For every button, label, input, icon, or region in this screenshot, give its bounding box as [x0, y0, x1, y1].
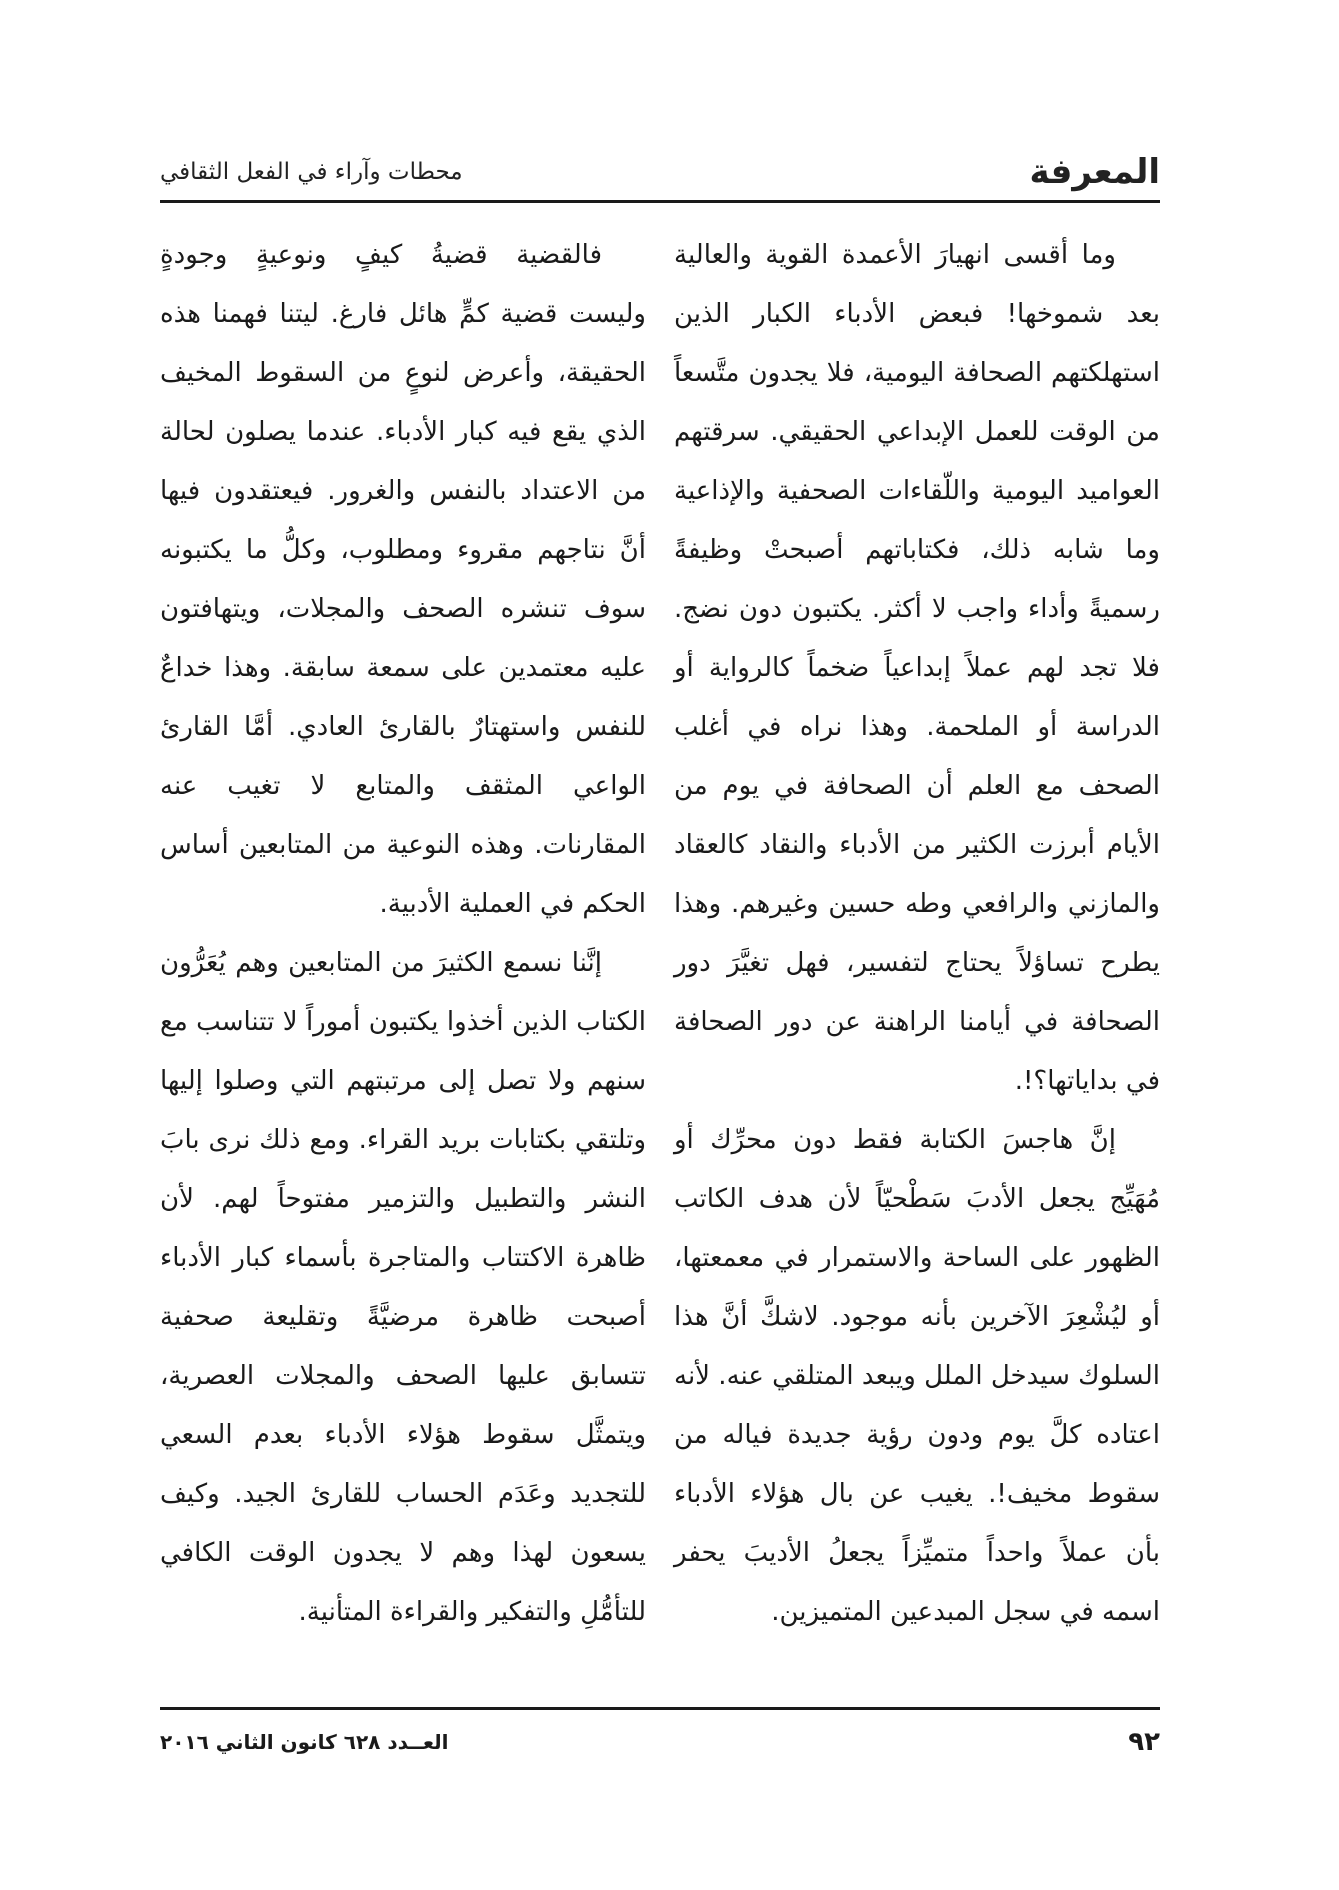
issue-line: العــدد ٦٢٨ كانون الثاني ٢٠١٦ — [160, 1730, 449, 1754]
text-column-right — [674, 226, 1160, 1696]
paragraph: فالقضية قضيةُ كيفٍ ونوعيةٍ وجودةٍ وليست قضية كمٍّ هائل فارغ. ليتنا فهمنا هذه الحقيقة، وأعرض لنوعٍ من السقوط المخيف الذي يقع فيه كبار الأدباء. عندما يصلون لحالة من الاعتداد بالنفس والغرور. فيعتقدون فيها أنَّ نتاجهم مقروء ومطلوب، وكلُّ ما يكتبونه سوف تنشره الصحف والمجلات، ويتهافتون عليه معتمدين على سمعة سابقة. وهذا خداعٌ للنفس واستهتارٌ بالقارئ العادي. أمَّا القارئ الواعي المثقف والمتابع لا تغيب عنه المقارنات. وهذه النوعية من المتابعين أساس الحكم في العملية الأدبية. — [160, 240, 646, 919]
paragraph: إنَّ هاجسَ الكتابة فقط دون محرِّك أو مُهَيِّج يجعل الأدبَ سَطْحيّاً لأن هدف الكاتب الظهور على الساحة والاستمرار في معمعتها، أو ليُشْعِرَ الآخرين بأنه موجود. لاشكَّ أنَّ هذا السلوك سيدخل الملل ويبعد المتلقي عنه. لأنه اعتاده كلَّ يوم ودون رؤية جديدة فياله من سقوط مخيف!. يغيب عن بال هؤلاء الأدباء بأن عملاً واحداً متميِّزاً يجعلُ الأديبَ يحفر اسمه في سجل المبدعين المتميزين. — [674, 1125, 1160, 1627]
page-header — [160, 152, 1160, 192]
paragraph: إنَّنا نسمع الكثيرَ من المتابعين وهم يُعَرُّون الكتاب الذين أخذوا يكتبون أموراً لا تتناسب مع سنهم ولا تصل إلى مرتبتهم التي وصلوا إليها وتلتقي بكتابات بريد القراء. ومع ذلك نرى بابَ النشر والتطبيل والتزمير مفتوحاً لهم. لأن ظاهرة الاكتتاب والمتاجرة بأسماء كبار الأدباء أصبحت ظاهرة مرضيَّةً وتقليعة صحفية تتسابق عليها الصحف والمجلات العصرية، ويتمثَّل سقوط هؤلاء الأدباء بعدم السعي للتجديد وعَدَم الحساب للقارئ الجيد. وكيف يسعون لهذا وهم لا يجدون الوقت الكافي للتأمُّلِ والتفكير والقراءة المتأنية. — [160, 948, 646, 1627]
footer-rule — [160, 1707, 1160, 1710]
page-number: ٩٢ — [1128, 1727, 1160, 1757]
header-rule — [160, 200, 1160, 203]
magazine-name: المعرفة — [1029, 152, 1160, 192]
text-column-left — [160, 226, 646, 1696]
paragraph: وما أقسى انهيارَ الأعمدة القوية والعالية بعد شموخها! فبعض الأدباء الكبار الذين استهلكتهم الصحافة اليومية، فلا يجدون متَّسعاً من الوقت للعمل الإبداعي الحقيقي. سرقتهم العواميد اليومية واللّقاءات الصحفية والإذاعية وما شابه ذلك، فكتاباتهم أصبحتْ وظيفةً رسميةً وأداء واجب لا أكثر. يكتبون دون نضج. فلا تجد لهم عملاً إبداعياً ضخماً كالرواية أو الدراسة أو الملحمة. وهذا نراه في أغلب الصحف مع العلم أن الصحافة في يوم من الأيام أبرزت الكثير من الأدباء والنقاد كالعقاد والمازني والرافعي وطه حسين وغيرهم. وهذا يطرح تساؤلاً يحتاج لتفسير، فهل تغيَّرَ دور الصحافة في أيامنا الراهنة عن دور الصحافة في بداياتها؟!. — [674, 240, 1160, 1096]
magazine-logo — [1030, 152, 1160, 192]
page-footer — [160, 1722, 1160, 1762]
running-head: محطات وآراء في الفعل الثقافي — [160, 159, 463, 185]
